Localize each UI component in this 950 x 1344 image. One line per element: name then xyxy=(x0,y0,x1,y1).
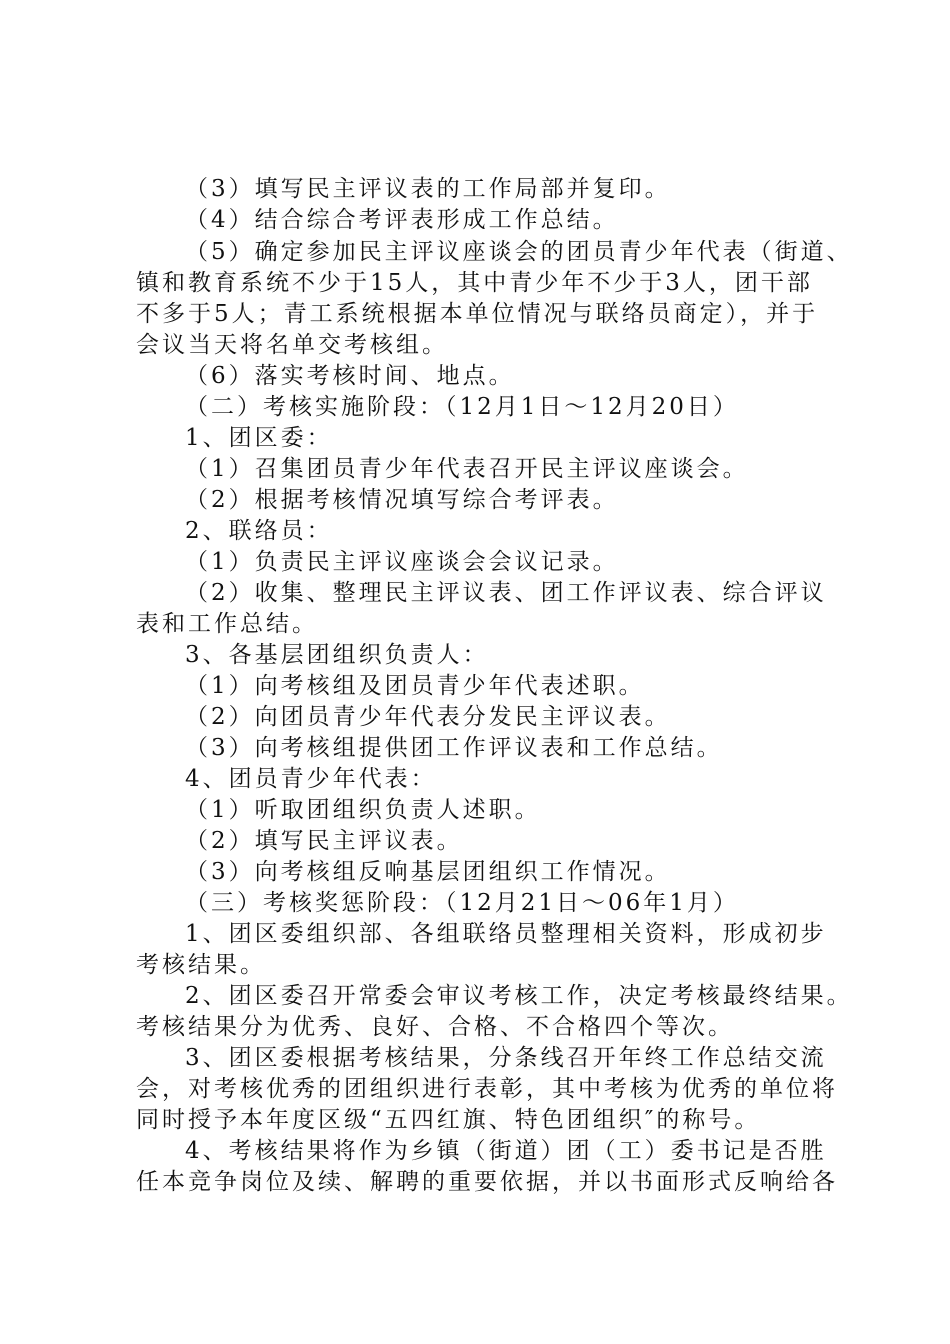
text-line: 同时授予本年度区级“五四红旗、特色团组织″的称号。 xyxy=(136,1107,761,1133)
subsection-heading: 1、团区委： xyxy=(185,425,333,451)
text-line: （3）向考核组反响基层团组织工作情况。 xyxy=(185,859,671,885)
text-line: 1、团区委组织部、各组联络员整理相关资料，形成初步 xyxy=(185,921,827,947)
text-line: （3）填写民主评议表的工作局部并复印。 xyxy=(185,176,671,202)
text-line: 考核结果分为优秀、良好、合格、不合格四个等次。 xyxy=(136,1014,734,1040)
text-line: （1）向考核组及团员青少年代表述职。 xyxy=(185,673,645,699)
text-line: 镇和教育系统不少于15人，其中青少年不少于3人，团干部 xyxy=(136,270,813,296)
text-line: （2）根据考核情况填写综合考评表。 xyxy=(185,487,619,513)
text-line: 考核结果。 xyxy=(136,952,266,978)
text-line: （5）确定参加民主评议座谈会的团员青少年代表（街道、 xyxy=(185,239,853,265)
subsection-heading: 4、团员青少年代表： xyxy=(185,766,437,792)
text-line: （3）向考核组提供团工作评议表和工作总结。 xyxy=(185,735,723,761)
text-line: （1）听取团组织负责人述职。 xyxy=(185,797,541,823)
text-line: 2、团区委召开常委会审议考核工作，决定考核最终结果。 xyxy=(185,983,853,1009)
text-line: 会议当天将名单交考核组。 xyxy=(136,332,448,358)
text-line: 3、团区委根据考核结果，分条线召开年终工作总结交流 xyxy=(185,1045,827,1071)
subsection-heading: 2、联络员： xyxy=(185,518,333,544)
text-line: （2）收集、整理民主评议表、团工作评议表、综合评议 xyxy=(185,580,827,606)
text-line: （6）落实考核时间、地点。 xyxy=(185,363,515,389)
text-line: （1）负责民主评议座谈会会议记录。 xyxy=(185,549,619,575)
text-line: （4）结合综合考评表形成工作总结。 xyxy=(185,207,619,233)
section-heading: （二）考核实施阶段：（12月1日～12月20日） xyxy=(185,394,739,420)
text-line: 表和工作总结。 xyxy=(136,611,318,637)
text-line: 会，对考核优秀的团组织进行表彰，其中考核为优秀的单位将 xyxy=(136,1076,838,1102)
text-line: 不多于5人；青工系统根据本单位情况与联络员商定），并于 xyxy=(136,301,819,327)
text-line: （2）填写民主评议表。 xyxy=(185,828,463,854)
section-heading: （三）考核奖惩阶段：（12月21日～06年1月） xyxy=(185,890,739,916)
text-line: 任本竞争岗位及续、解聘的重要依据，并以书面形式反响给各 xyxy=(136,1169,838,1195)
subsection-heading: 3、各基层团组织负责人： xyxy=(185,642,489,668)
text-line: （2）向团员青少年代表分发民主评议表。 xyxy=(185,704,671,730)
text-line: （1）召集团员青少年代表召开民主评议座谈会。 xyxy=(185,456,749,482)
text-line: 4、考核结果将作为乡镇（街道）团（工）委书记是否胜 xyxy=(185,1138,827,1164)
